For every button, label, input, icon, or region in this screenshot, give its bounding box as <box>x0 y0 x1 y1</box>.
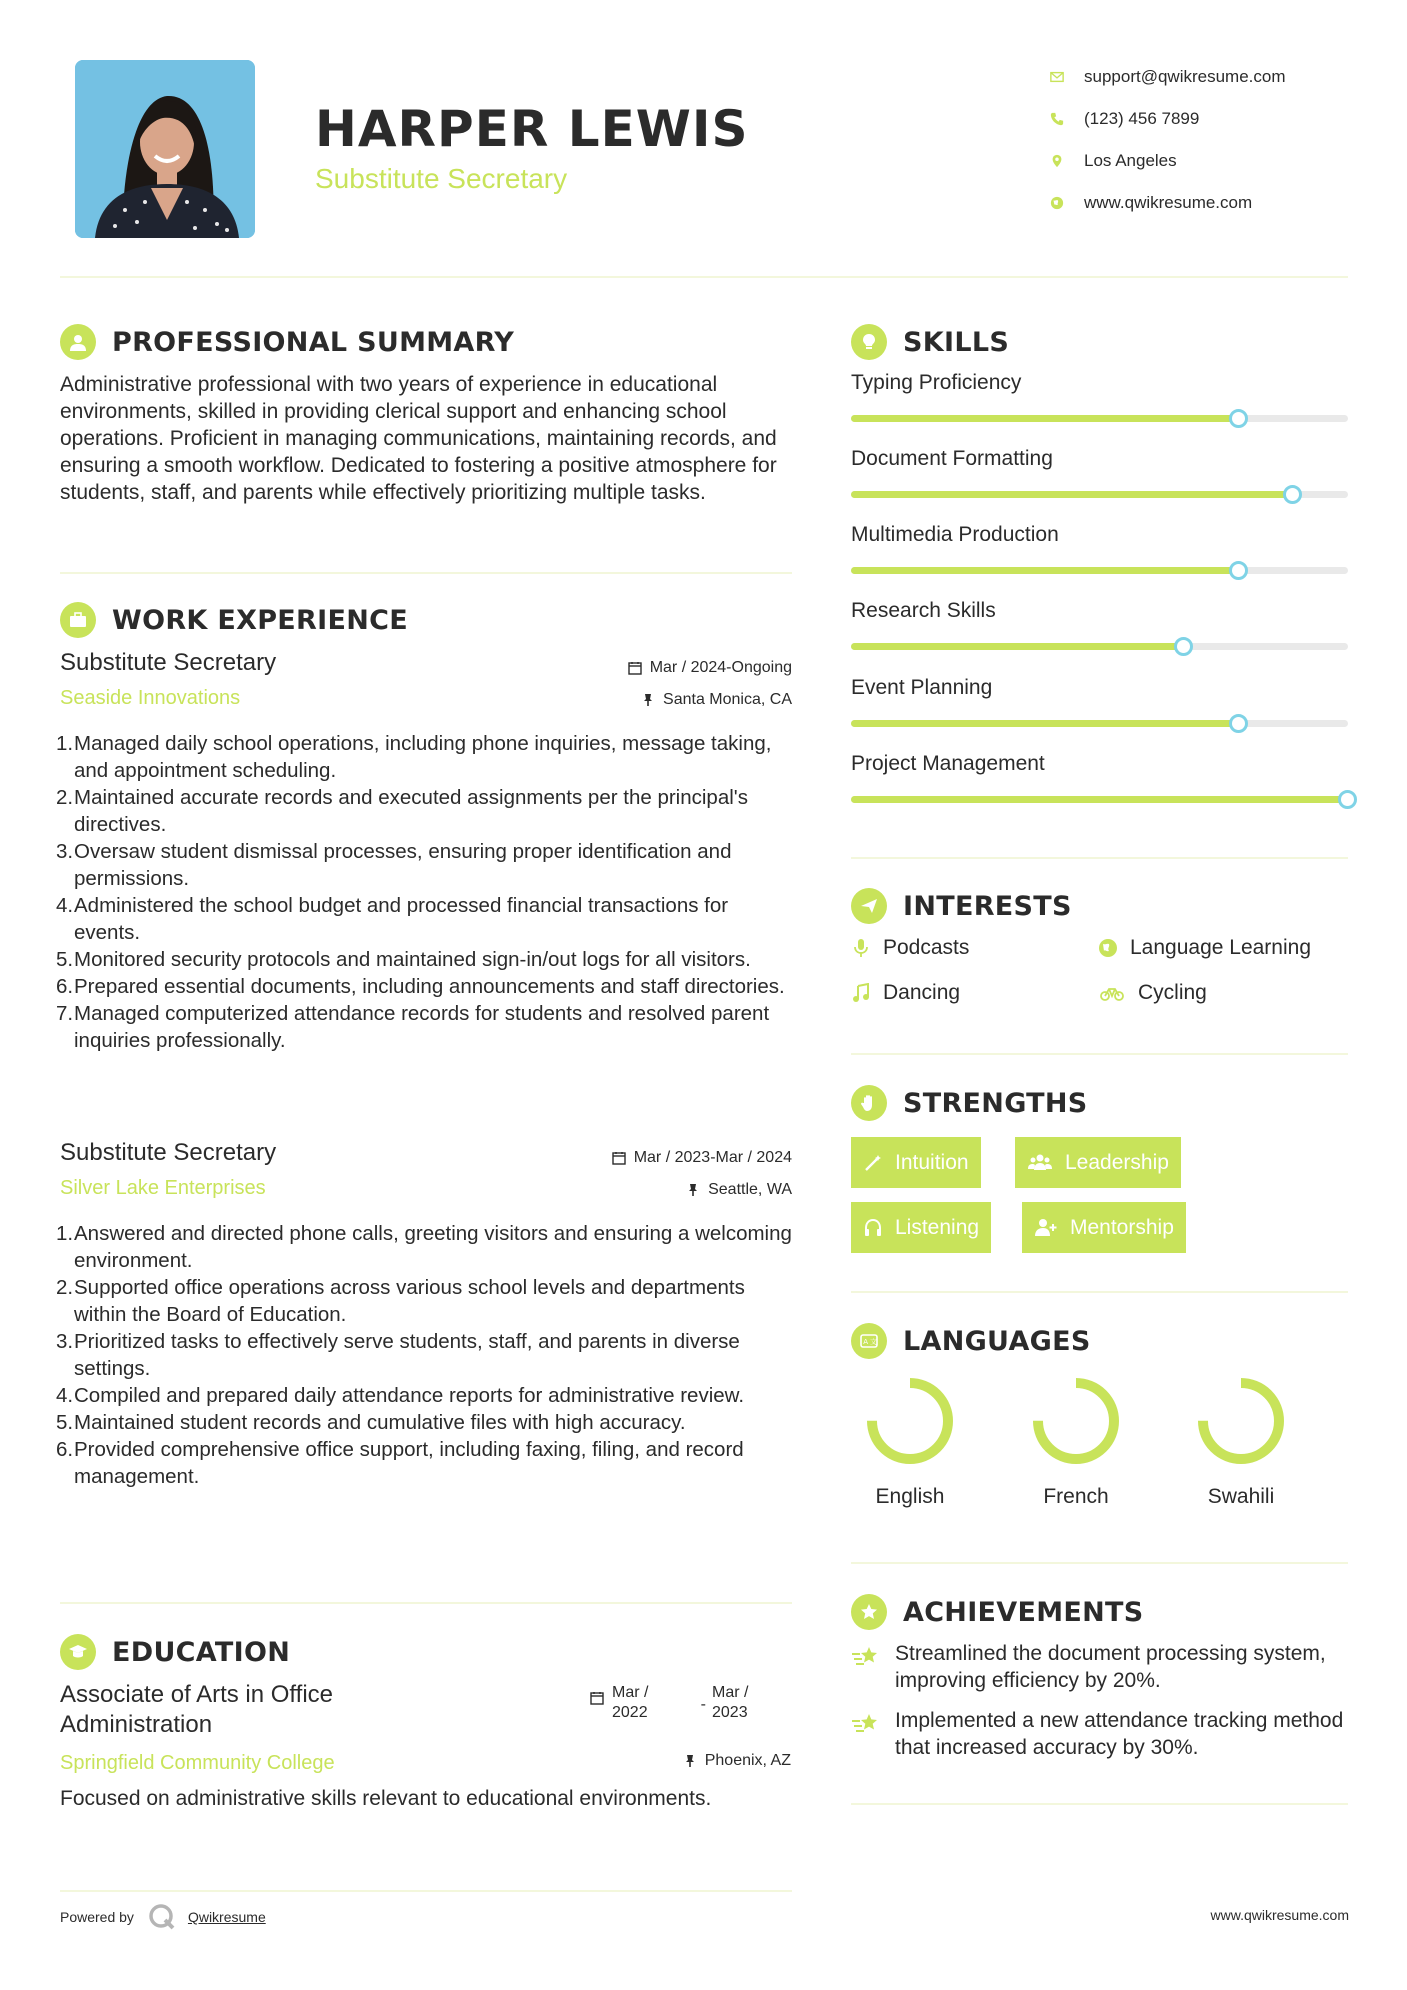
microphone-icon <box>851 938 871 958</box>
lightbulb-icon <box>851 324 887 360</box>
contact-location <box>1050 140 1286 182</box>
person-portrait-icon <box>75 60 255 238</box>
skill-bar <box>851 796 1348 803</box>
list-item: 2. Supported office operations across various school levels and departments within the Board of Education. <box>56 1276 745 1326</box>
education-degree: Associate of Arts in Office Administration <box>60 1681 334 1738</box>
footer-website[interactable]: www.qwikresume.com <box>1210 1907 1349 1923</box>
language-item: English <box>860 1376 960 1509</box>
strength-chip: Mentorship <box>1022 1202 1186 1253</box>
music-note-icon <box>851 983 871 1003</box>
strengths-heading: STRENGTHS <box>851 1085 1088 1121</box>
skill-bar <box>851 491 1348 498</box>
education-date-start: Mar / 2022 <box>612 1684 649 1721</box>
contact-email[interactable] <box>1050 56 1286 98</box>
skill-knob <box>1229 714 1248 733</box>
skill-bar <box>851 567 1348 574</box>
job-entry <box>56 649 792 1054</box>
profile-photo <box>75 60 255 238</box>
footer-divider <box>60 1890 792 1892</box>
language-ring <box>865 1376 955 1466</box>
section-divider <box>60 1602 792 1604</box>
job-role: Substitute Secretary <box>60 1139 277 1166</box>
headphones-icon <box>863 1218 883 1238</box>
users-icon <box>1027 1153 1053 1173</box>
skill-item: Project Management <box>851 752 1348 803</box>
skill-item: Multimedia Production <box>851 523 1348 574</box>
calendar-icon <box>612 1151 626 1165</box>
skill-item: Document Formatting <box>851 447 1348 498</box>
section-divider <box>851 1562 1348 1564</box>
skill-knob <box>1338 790 1357 809</box>
strength-chip: Leadership <box>1015 1137 1181 1188</box>
candidate-name: HARPER LEWIS <box>315 100 749 158</box>
graduation-icon <box>60 1634 96 1670</box>
shooting-star-icon <box>851 1644 881 1670</box>
interest-item: Cycling <box>1098 981 1207 1005</box>
header-divider <box>60 276 1348 278</box>
phone-icon <box>1050 112 1084 126</box>
list-item: 6. Provided comprehensive office support, including faxing, filing, and record management. <box>56 1438 744 1488</box>
shooting-star-icon <box>851 1711 881 1737</box>
skill-knob <box>1283 485 1302 504</box>
hand-icon <box>851 1085 887 1121</box>
skill-bar <box>851 643 1348 650</box>
list-item: 4. Administered the school budget and processed financial transactions for events. <box>56 894 729 944</box>
skill-knob <box>1174 637 1193 656</box>
job-company: Silver Lake Enterprises <box>60 1177 266 1199</box>
skill-item: Event Planning <box>851 676 1348 727</box>
pushpin-icon <box>686 1183 700 1197</box>
qwikresume-logo-icon <box>148 1903 176 1931</box>
achievement-item: Streamlined the document processing system, improving efficiency by 20%. <box>851 1640 1351 1694</box>
education-description: Focused on administrative skills relevant to educational environments. <box>60 1787 712 1810</box>
calendar-icon <box>590 1691 604 1705</box>
job-location: Santa Monica, CA <box>628 691 792 709</box>
interest-item: Language Learning <box>1098 936 1311 960</box>
job-bullets <box>56 730 792 1054</box>
contact-block <box>1050 56 1286 224</box>
section-divider <box>60 572 792 574</box>
job-role: Substitute Secretary <box>60 649 277 676</box>
section-divider <box>851 1803 1348 1805</box>
job-entry <box>56 1139 792 1490</box>
svg-text:A: A <box>863 1338 868 1346</box>
language-ring <box>1031 1376 1121 1466</box>
skills-heading: SKILLS <box>851 324 1009 360</box>
job-date: Mar / 2024-Ongoing <box>628 659 792 677</box>
education-location: Phoenix, AZ <box>683 1752 791 1770</box>
education-heading: EDUCATION <box>60 1634 290 1670</box>
list-item: 3. Oversaw student dismissal processes, ensuring proper identification and permissions. <box>56 840 732 890</box>
briefcase-icon <box>60 602 96 638</box>
list-item: 4. Compiled and prepared daily attendance reports for administrative review. <box>56 1384 745 1407</box>
section-divider <box>851 1053 1348 1055</box>
contact-website-text: www.qwikresume.com <box>1084 193 1253 212</box>
list-item: 7. Managed computerized attendance records for students and resolved parent inquiries professionally. <box>56 1002 770 1052</box>
bicycle-icon <box>1098 983 1126 1003</box>
languages-heading: A 文 LANGUAGES <box>851 1323 1091 1359</box>
job-company: Seaside Innovations <box>60 687 241 709</box>
qwikresume-link[interactable]: Qwikresume <box>187 1909 266 1925</box>
language-ring <box>1196 1376 1286 1466</box>
contact-location-text: Los Angeles <box>1084 151 1177 170</box>
strength-chip: Listening <box>851 1202 991 1253</box>
map-pin-icon <box>1050 154 1084 168</box>
language-item: Swahili <box>1191 1376 1291 1509</box>
skill-item: Typing Proficiency <box>851 371 1348 422</box>
user-icon <box>60 324 96 360</box>
skill-bar <box>851 720 1348 727</box>
paper-plane-icon <box>851 888 887 924</box>
magic-wand-icon <box>863 1153 883 1173</box>
envelope-icon <box>1050 70 1084 84</box>
pushpin-icon <box>683 1754 697 1768</box>
list-item: 1. Answered and directed phone calls, greeting visitors and ensuring a welcoming environment. <box>56 1222 792 1272</box>
section-divider <box>851 1291 1348 1293</box>
candidate-title: Substitute Secretary <box>315 163 568 194</box>
list-item: 5. Monitored security protocols and maintained sign-in/out logs for all visitors. <box>56 948 751 971</box>
job-bullets <box>56 1220 792 1490</box>
achievement-item: Implemented a new attendance tracking method that increased accuracy by 30%. <box>851 1707 1351 1761</box>
contact-phone[interactable] <box>1050 98 1286 140</box>
skill-item: Research Skills <box>851 599 1348 650</box>
education-date-separator: - <box>700 1696 706 1713</box>
language-item: French <box>1026 1376 1126 1509</box>
work-heading: WORK EXPERIENCE <box>60 602 408 638</box>
job-date: Mar / 2023-Mar / 2024 <box>612 1149 792 1167</box>
list-item: 2. Maintained accurate records and executed assignments per the principal's directives. <box>56 786 748 836</box>
achievements-heading: ACHIEVEMENTS <box>851 1594 1144 1630</box>
interests-heading: INTERESTS <box>851 888 1072 924</box>
star-badge-icon <box>851 1594 887 1630</box>
pushpin-icon <box>641 693 655 707</box>
education-date-end: Mar / 2023 <box>712 1684 749 1721</box>
list-item: 3. Prioritized tasks to effectively serve students, staff, and parents in diverse settings. <box>56 1330 740 1380</box>
summary-heading: PROFESSIONAL SUMMARY <box>60 324 514 360</box>
job-location: Seattle, WA <box>612 1181 792 1199</box>
translate-icon <box>851 1323 887 1359</box>
section-divider <box>851 857 1348 859</box>
strength-chip: Intuition <box>851 1137 981 1188</box>
calendar-icon <box>628 661 642 675</box>
education-school: Springfield Community College <box>60 1752 335 1774</box>
contact-website[interactable] <box>1050 182 1286 224</box>
powered-by: Powered by Qwikresume <box>60 1903 266 1931</box>
globe-icon <box>1098 938 1118 958</box>
skill-knob <box>1229 561 1248 580</box>
contact-phone-text: (123) 456 7899 <box>1084 109 1200 128</box>
skill-bar <box>851 415 1348 422</box>
globe-icon <box>1050 196 1084 210</box>
skill-knob <box>1229 409 1248 428</box>
svg-text:文: 文 <box>870 1338 877 1346</box>
education-dates <box>590 1683 762 1723</box>
interest-item: Dancing <box>851 981 960 1005</box>
list-item: 6. Prepared essential documents, including announcements and staff directories. <box>56 975 785 998</box>
user-plus-icon <box>1034 1218 1058 1238</box>
interest-item: Podcasts <box>851 936 969 960</box>
list-item: 5. Maintained student records and cumulative files with high accuracy. <box>56 1411 686 1434</box>
contact-email-text: support@qwikresume.com <box>1084 67 1286 86</box>
summary-text: Administrative professional with two years of experience in educational environments, skilled in providing clerical support and enhancing school operations. Proficient in managing communications, maintaining records, and ensuring a smooth workflow. Dedicated to fostering a positive atmosphere for students, staff, and parents while effectively prioritizing multiple tasks. <box>60 373 777 504</box>
list-item: 1. Managed daily school operations, including phone inquiries, message taking, and appointment scheduling. <box>56 732 772 782</box>
